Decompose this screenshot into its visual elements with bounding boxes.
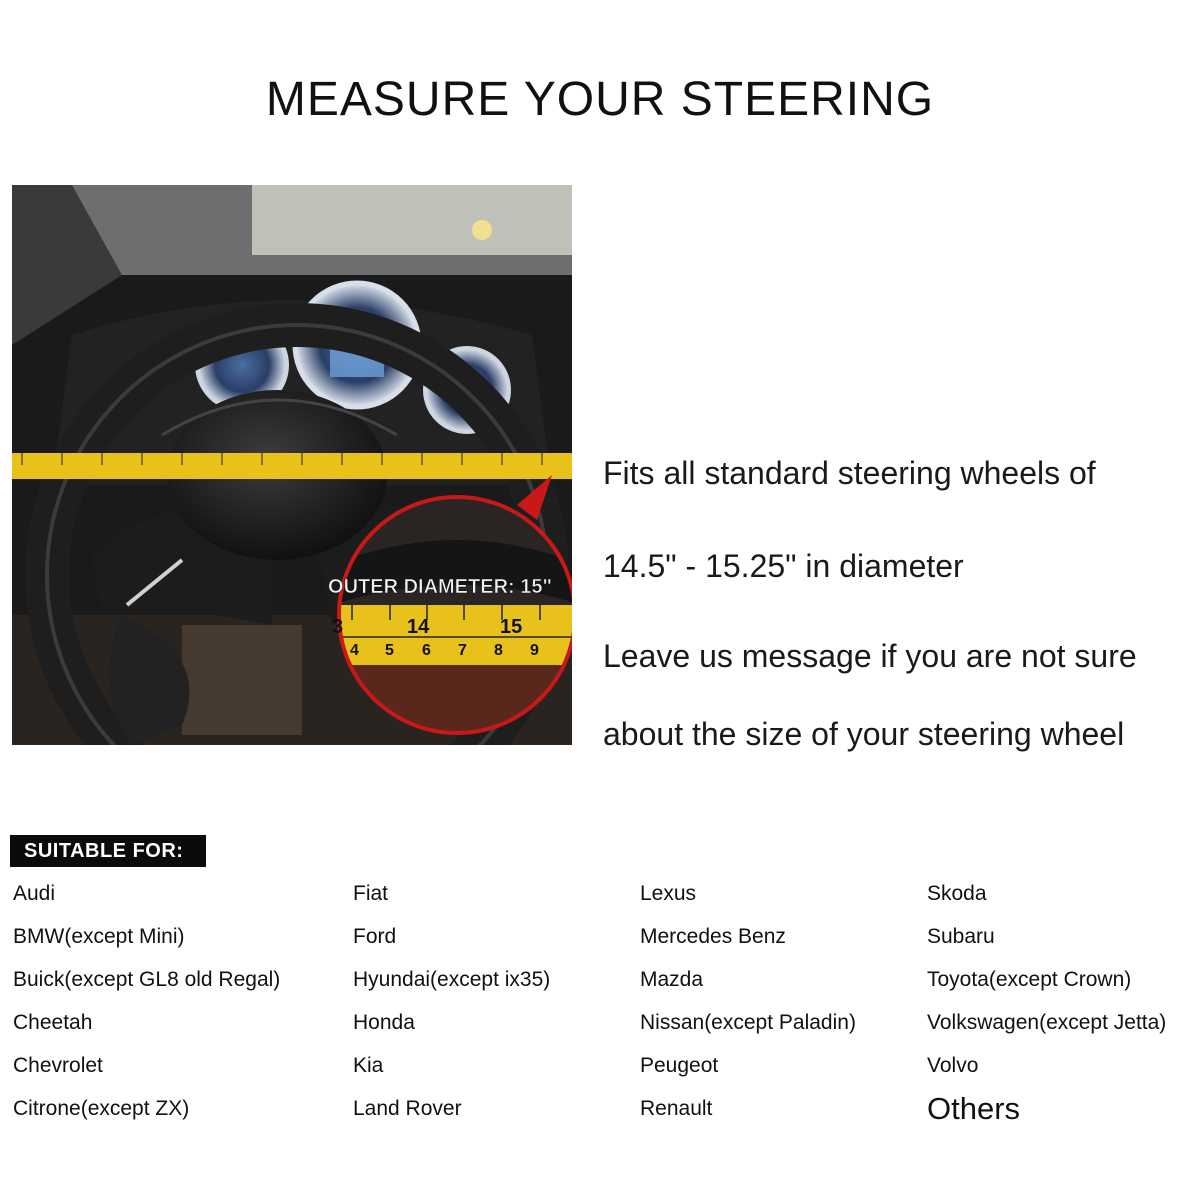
brand-item: Audi: [13, 882, 56, 905]
tape-number-top: 3: [332, 616, 344, 638]
brand-item: Honda: [353, 1011, 415, 1034]
brand-item: Subaru: [927, 925, 995, 948]
description-line: Fits all standard steering wheels of: [603, 455, 1096, 491]
brand-item: Mercedes Benz: [640, 925, 786, 948]
tape-number-bottom: 5: [385, 642, 394, 659]
brand-item: Fiat: [353, 882, 389, 905]
brand-item: Buick(except GL8 old Regal): [13, 968, 281, 991]
brand-item: Land Rover: [353, 1097, 462, 1120]
tape-number-bottom: 7: [458, 642, 467, 659]
brand-item: Skoda: [927, 882, 987, 905]
steering-wheel-photo: [12, 185, 572, 745]
brand-item: Renault: [640, 1097, 713, 1120]
suitable-for-badge: SUITABLE FOR:: [10, 835, 206, 867]
brand-item: Toyota(except Crown): [927, 968, 1132, 991]
brand-item: Kia: [353, 1054, 384, 1077]
tape-number-bottom: 4: [350, 642, 359, 659]
tape-number-top: 15: [500, 616, 523, 638]
brand-item: Hyundai(except ix35): [353, 968, 551, 991]
brand-item-others: Others: [927, 1091, 1021, 1126]
brand-item: Ford: [353, 925, 397, 948]
callout-label: OUTER DIAMETER: 15": [328, 576, 552, 598]
page-title: MEASURE YOUR STEERING: [265, 73, 935, 126]
description-line: 14.5" - 15.25" in diameter: [603, 548, 964, 584]
description-line: Leave us message if you are not sure: [603, 638, 1137, 674]
tape-number-top: 14: [407, 616, 430, 638]
brand-item: Citrone(except ZX): [13, 1097, 190, 1120]
tape-number-bottom: 9: [530, 642, 539, 659]
brand-item: Volkswagen(except Jetta): [927, 1011, 1167, 1034]
brand-item: Lexus: [640, 882, 697, 905]
tape-number-bottom: 8: [494, 642, 503, 659]
brand-item: BMW(except Mini): [13, 925, 185, 948]
tape-number-bottom: 6: [422, 642, 431, 659]
brand-item: Nissan(except Paladin): [640, 1011, 856, 1034]
description-line: about the size of your steering wheel: [603, 716, 1125, 752]
brand-item: Cheetah: [13, 1011, 93, 1034]
brand-item: Chevrolet: [13, 1054, 103, 1077]
brand-item: Mazda: [640, 968, 704, 991]
brand-item: Peugeot: [640, 1054, 719, 1077]
brand-item: Volvo: [927, 1054, 979, 1077]
